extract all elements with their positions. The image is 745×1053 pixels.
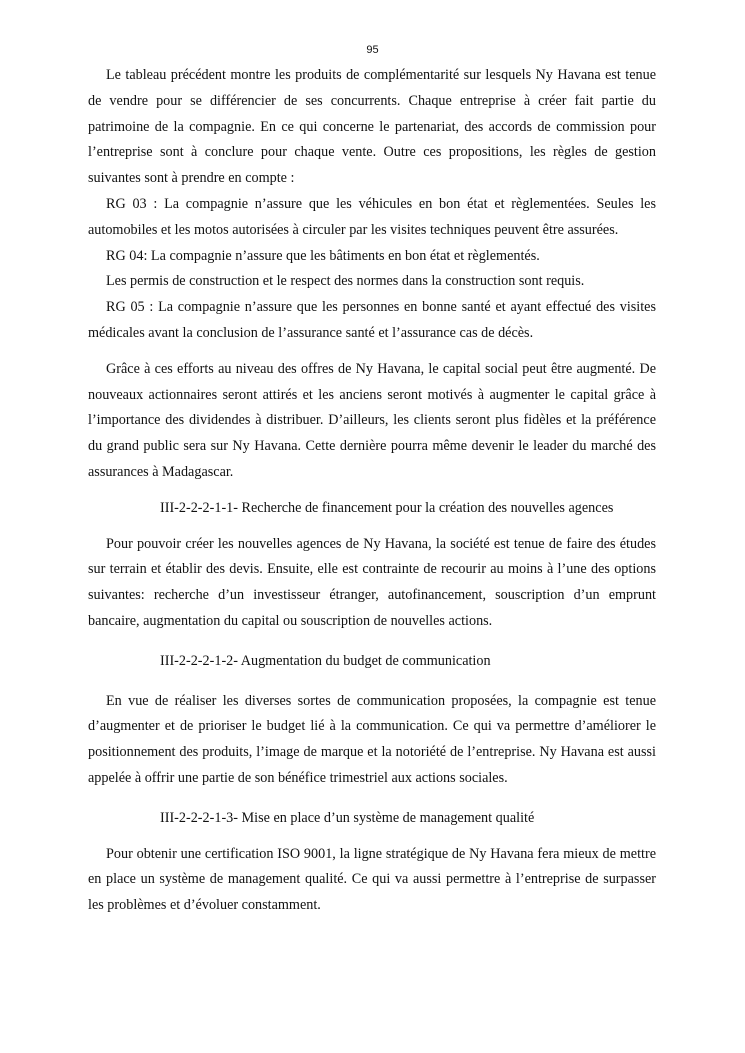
section-heading-communication: III-2-2-2-1-2- Augmentation du budget de communication (160, 652, 491, 669)
paragraph-communication: En vue de réaliser les diverses sortes de communication proposées, la compagnie est tenue d’augmenter et de prioriser le budget lié à la communication. Ce qui va permettre d’améliorer le positionnement des produits, l’image de marque et la notoriété de l’entreprise. Ny Havana est aussi appelée à offrir une partie de son bénéfice trimestriel aux actions sociales. (88, 692, 656, 786)
paragraph-rg04: RG 04: La compagnie n’assure que les bâtiments en bon état et règlementés. (106, 247, 540, 264)
page-body (88, 63, 656, 919)
section-heading-financement: III-2-2-2-1-1- Recherche de financement pour la création des nouvelles agences (160, 499, 614, 516)
section-heading-qualite: III-2-2-2-1-3- Mise en place d’un système de management qualité (160, 809, 535, 826)
paragraph-rg05: RG 05 : La compagnie n’assure que les personnes en bonne santé et ayant effectué des visites médicales avant la conclusion de l’assurance santé et l’assurance cas de décès. (88, 299, 656, 341)
paragraph-intro: Le tableau précédent montre les produits de complémentarité sur lesquels Ny Havana est tenue de vendre pour se différencier de ses concurrents. Chaque entreprise à créer fait partie du patrimoine de la compagnie. En ce qui concerne le partenariat, des accords de commission pour l’entreprise sont à conclure pour chaque vente. Outre ces propositions, les règles de gestion suivantes sont à prendre en compte : (88, 67, 656, 187)
page-number: 95 (366, 44, 379, 56)
paragraph-rg03: RG 03 : La compagnie n’assure que les véhicules en bon état et règlementées. Seules les automobiles et les motos autorisées à circuler par les visites techniques peuvent être assurées. (88, 195, 656, 238)
paragraph-efforts: Grâce à ces efforts au niveau des offres de Ny Havana, le capital social peut être augmenté. De nouveaux actionnaires seront attirés et les anciens seront motivés à augmenter le capital grâce à l’importance des dividendes à distribuer. D’ailleurs, les clients seront plus fidèles et la préférence du grand public sera sur Ny Havana. Cette dernière pourra même devenir le leader du marché des assurances à Madagascar. (88, 360, 656, 480)
paragraph-qualite: Pour obtenir une certification ISO 9001, la ligne stratégique de Ny Havana fera mieux de mettre en place un système de management qualité. Ce qui va aussi permettre à l’entreprise de surpasser les problèmes et d’évoluer constamment. (88, 845, 656, 914)
paragraph-rg04-continued: Les permis de construction et le respect des normes dans la construction sont requis. (106, 273, 585, 290)
paragraph-financement: Pour pouvoir créer les nouvelles agences de Ny Havana, la société est tenue de faire des études sur terrain et établir des devis. Ensuite, elle est contrainte de recourir au moins à l’une des options suivantes: recherche d’un investisseur étranger, autofinancement, souscription d’un emprunt bancaire, augmentation du capital ou souscription de nouvelles actions. (88, 535, 656, 629)
